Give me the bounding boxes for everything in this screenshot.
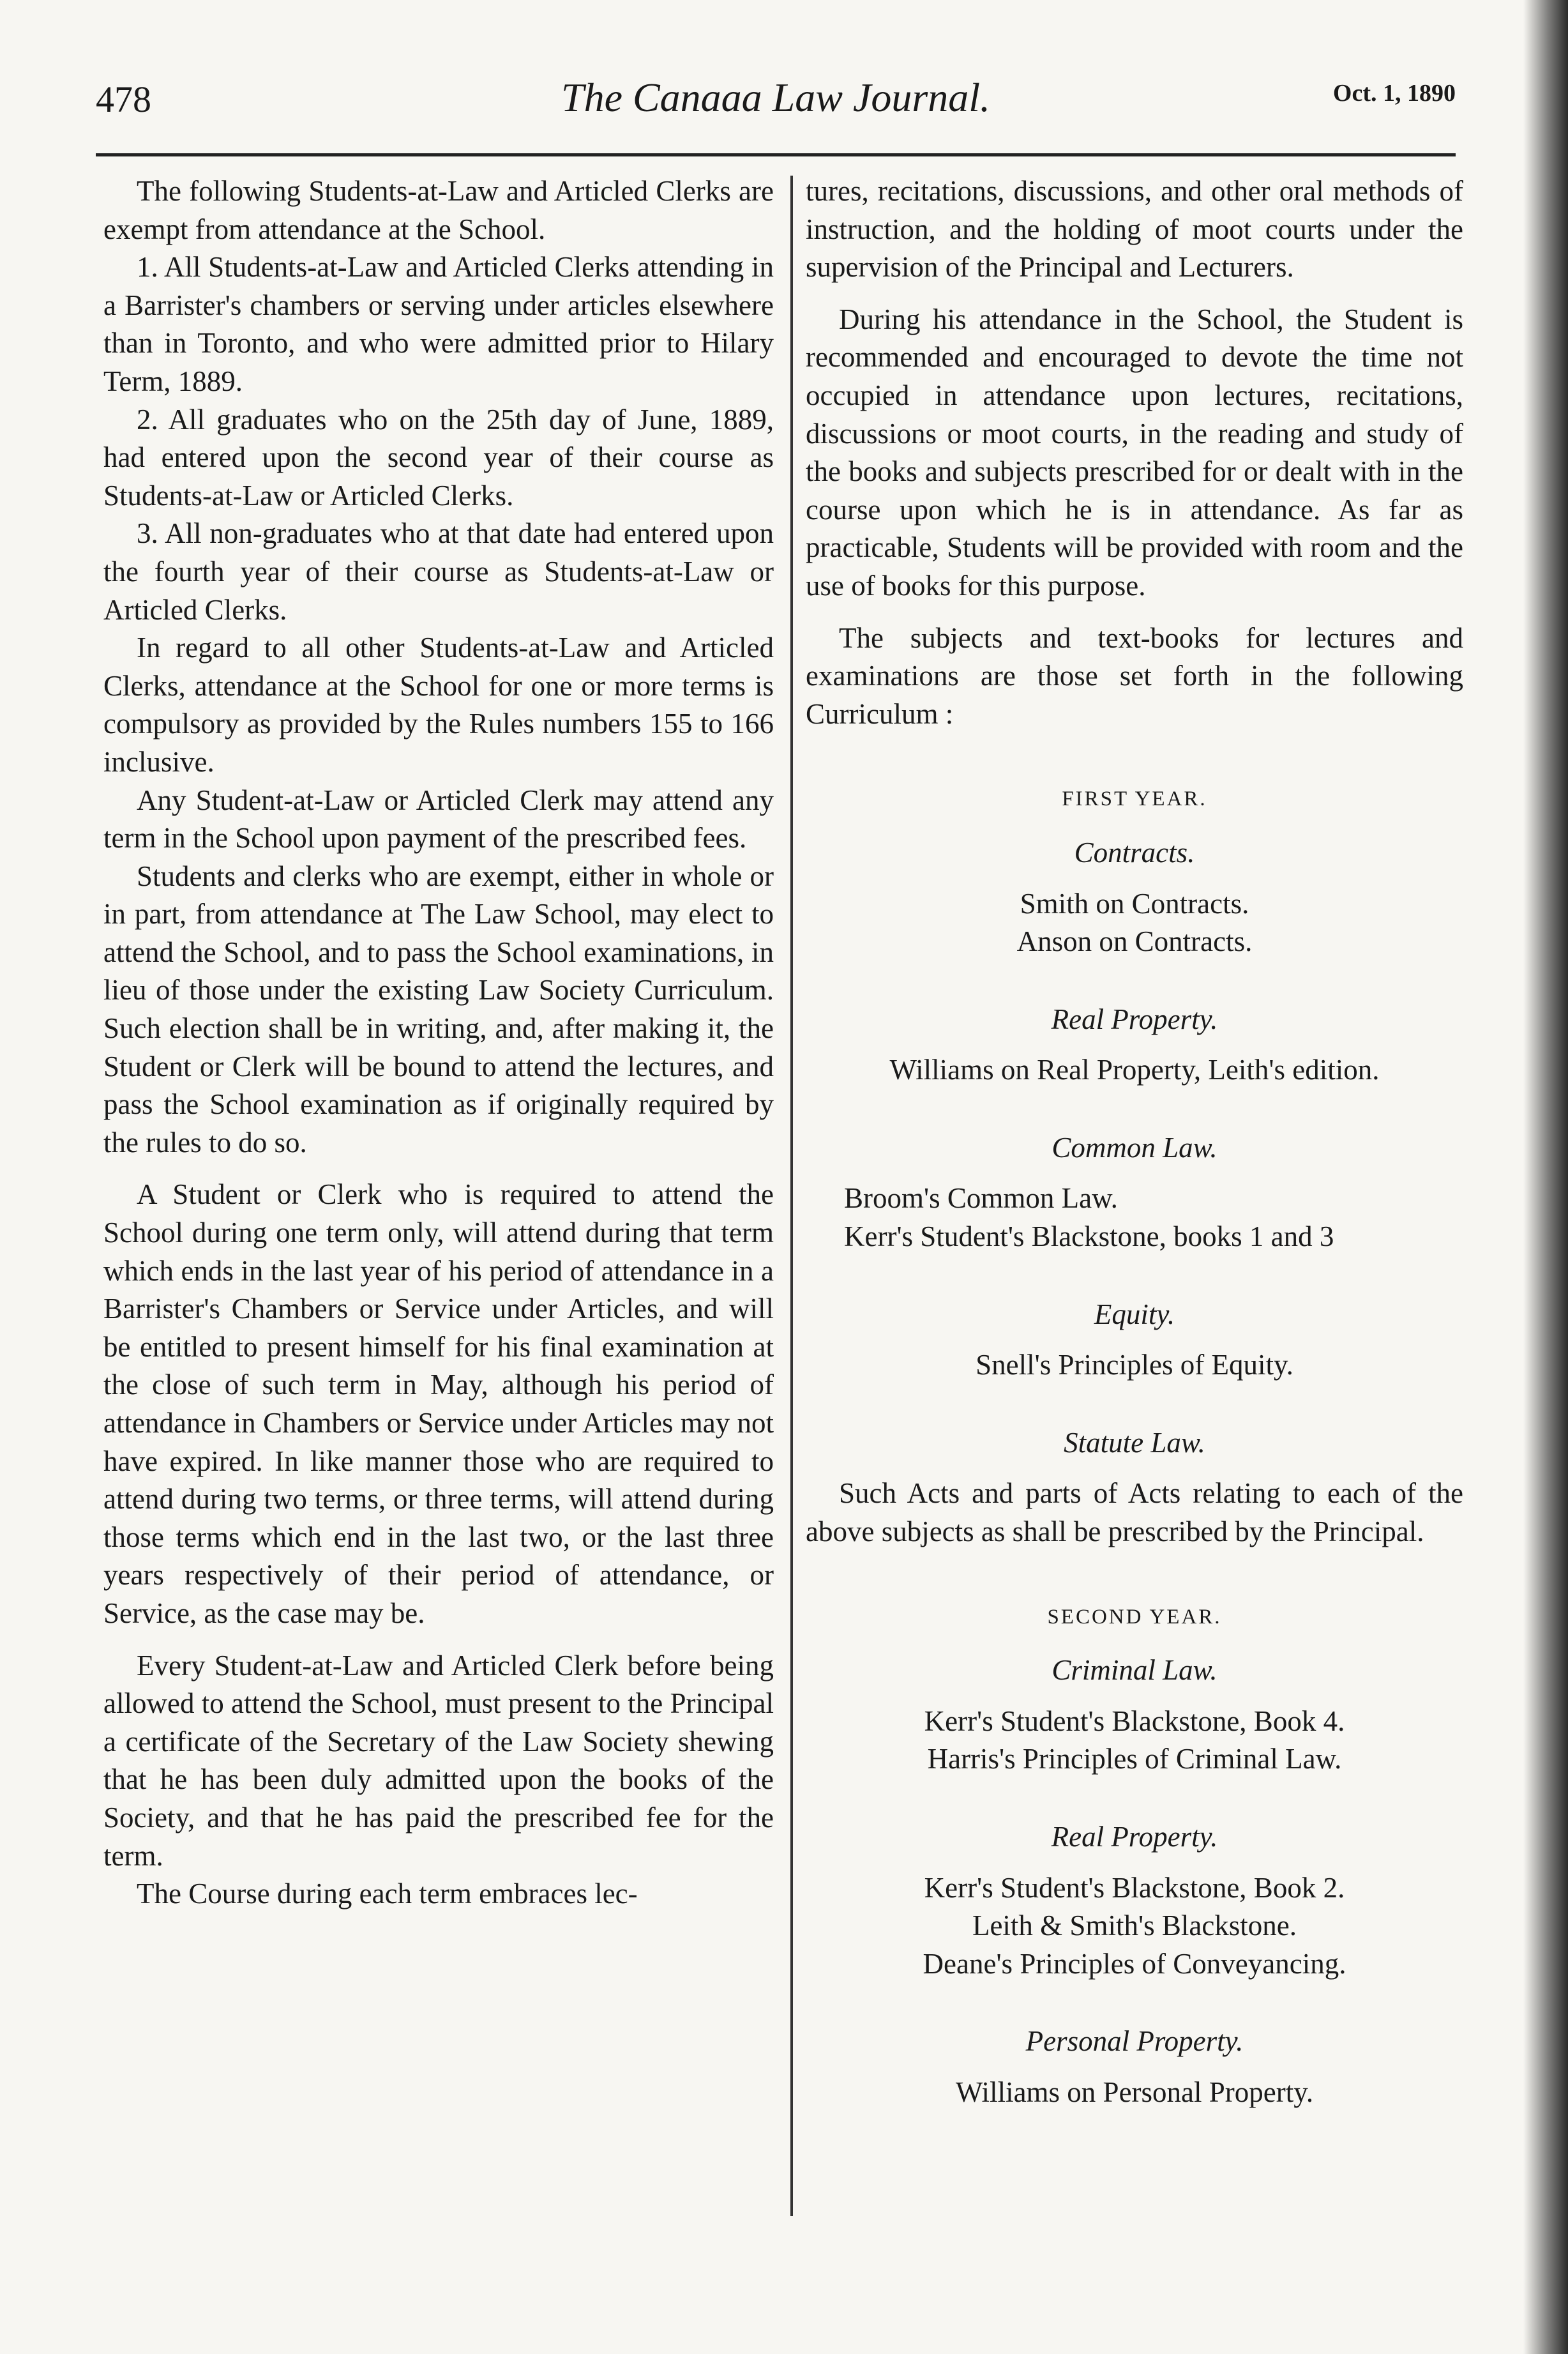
page-header	[96, 70, 1456, 140]
paragraph: During his attendance in the School, the Student is recommended and encouraged to devote the time not occupied in attendance upon lectures, recitations, discussions or moot courts, in the reading and study of the books and subjects prescribed for or dealt with in the course upon which he is in attendance. As far as practicable, Students will be provided with room and the use of books for this purpose.	[806, 303, 1463, 602]
textbook: Smith on Contracts.	[1020, 887, 1249, 920]
textbook: Deane's Principles of Conveyancing.	[923, 1947, 1346, 1980]
first-year-heading: FIRST YEAR.	[1062, 787, 1207, 811]
right-column	[806, 172, 1463, 2112]
textbook: Kerr's Student's Blackstone, Book 4.	[924, 1705, 1345, 1737]
paragraph: Every Student-at-Law and Articled Clerk before being allowed to attend the School, must present to the Principal a certificate of the Secretary of the Law Society shewing that he has been duly admitted upon the books of the Society, and that he has paid the prescribed fee for the term.	[103, 1649, 774, 1872]
page-number: 478	[96, 79, 151, 120]
paragraph: A Student or Clerk who is required to attend the School during one term only, will attend during that term which ends in the last year of his period of attendance in a Barrister's Chambers or Service under Articles, and will be entitled to present himself for his final examination at the close of such term in May, although his period of attendance in Chambers or Service under Articles may not have expired. In like manner those who are required to attend during two terms, or three terms, will attend during those terms which end in the last two, or the last three years respectively of their period of attendance, or Service, as the case may be.	[103, 1178, 774, 1629]
subject-heading: Equity.	[1094, 1298, 1175, 1330]
journal-title: The Canaaa Law Journal.	[561, 75, 991, 120]
textbook: Harris's Principles of Criminal Law.	[927, 1743, 1342, 1775]
paragraph: In regard to all other Students-at-Law and Articled Clerks, attendance at the School for one or more terms is compulsory as provided by the Rules numbers 155 to 166 inclusive.	[103, 632, 774, 778]
subject-heading: Personal Property.	[1025, 2025, 1244, 2058]
textbook: Williams on Personal Property.	[955, 2076, 1314, 2108]
header-rule	[96, 153, 1456, 156]
textbook: Anson on Contracts.	[1016, 925, 1253, 958]
paragraph: The subjects and text-books for lectures and examinations are those set forth in the following Curriculum :	[806, 621, 1463, 730]
textbook: Kerr's Student's Blackstone, Book 2.	[924, 1871, 1345, 1904]
subject-heading: Real Property.	[1051, 1003, 1218, 1035]
scan-edge-shadow	[1523, 0, 1568, 2354]
subject-heading: Real Property.	[1051, 1821, 1218, 1853]
textbook: Broom's Common Law.	[844, 1182, 1118, 1215]
textbook: Kerr's Student's Blackstone, books 1 and 3	[844, 1220, 1334, 1253]
paragraph: The Course during each term embraces lec-	[137, 1878, 638, 1910]
subject-heading: Common Law.	[1052, 1131, 1217, 1164]
textbook: Leith & Smith's Blackstone.	[972, 1910, 1297, 1942]
subject-heading: Contracts.	[1074, 836, 1195, 869]
paragraph: Any Student-at-Law or Articled Clerk may attend any term in the School upon payment of the prescribed fees.	[103, 784, 774, 854]
column-divider	[790, 176, 793, 2216]
paragraph: 1. All Students-at-Law and Articled Clerks attending in a Barrister's chambers or serving under articles elsewhere than in Toronto, and who were admitted prior to Hilary Term, 1889.	[103, 251, 774, 397]
subject-heading: Statute Law.	[1064, 1426, 1205, 1459]
second-year-heading: SECOND YEAR.	[1047, 1605, 1222, 1629]
statute-law-text: Such Acts and parts of Acts relating to each of the above subjects as shall be prescribed by the Principal.	[806, 1477, 1463, 1548]
textbook: Snell's Principles of Equity.	[976, 1349, 1293, 1381]
subject-heading: Criminal Law.	[1052, 1654, 1217, 1687]
paragraph: 2. All graduates who on the 25th day of June, 1889, had entered upon the second year of their course as Students-at-Law or Articled Clerks.	[103, 403, 774, 512]
issue-date: Oct. 1, 1890	[1332, 80, 1456, 107]
paragraph: tures, recitations, discussions, and other oral methods of instruction, and the holding of moot courts under the supervision of the Principal and Lecturers.	[806, 175, 1463, 284]
paragraph: Students and clerks who are exempt, either in whole or in part, from attendance at The Law School, may elect to attend the School, and to pass the School examinations, in lieu of those under the existing Law Society Curriculum. Such election shall be in writing, and, after making it, the Student or Clerk will be bound to attend the lectures, and pass the School examination as if originally required by the rules to do so.	[103, 860, 774, 1158]
left-column	[103, 172, 774, 1913]
textbook: Williams on Real Property, Leith's edition.	[889, 1054, 1380, 1086]
paragraph: 3. All non-graduates who at that date had entered upon the fourth year of their course as Students-at-Law or Articled Clerks.	[103, 517, 774, 626]
paragraph: The following Students-at-Law and Articled Clerks are exempt from attendance at the School.	[103, 175, 774, 245]
